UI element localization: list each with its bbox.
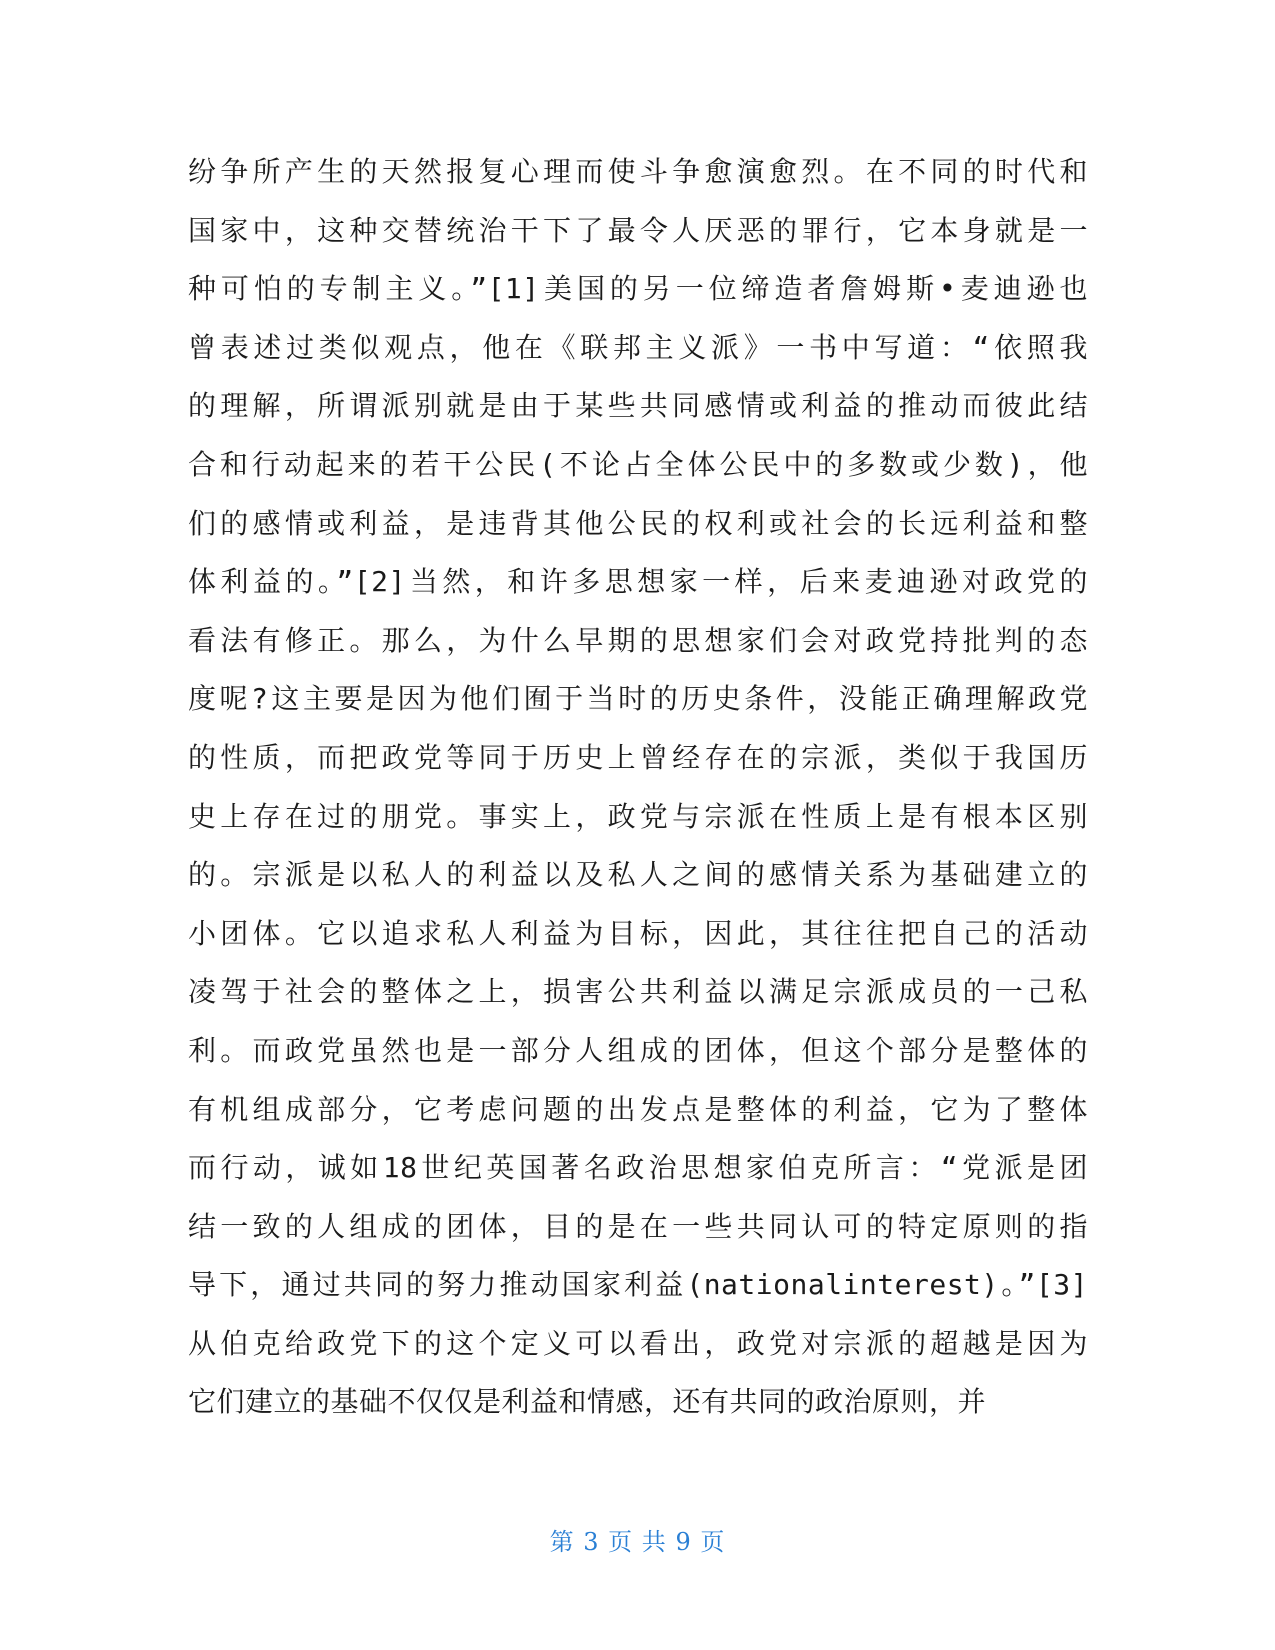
text-line: 曾表述过类似观点，他在《联邦主义派》一书中写道：“依照我	[188, 330, 1088, 364]
text-line: 它们建立的基础不仅仅是利益和情感，还有共同的政治原则，并	[188, 1385, 987, 1419]
text-line: 度呢?这主要是因为他们囿于当时的历史条件，没能正确理解政党	[188, 682, 1088, 716]
text-line: 的理解，所谓派别就是由于某些共同感情或利益的推动而彼此结	[188, 389, 1088, 423]
text-line: 看法有修正。那么，为什么早期的思想家们会对政党持批判的态	[188, 623, 1088, 657]
text-line: 利。而政党虽然也是一部分人组成的团体，但这个部分是整体的	[188, 1033, 1088, 1067]
text-line: 合和行动起来的若干公民(不论占全体公民中的多数或少数)，他	[188, 447, 1088, 481]
text-line: 小团体。它以追求私人利益为目标，因此，其往往把自己的活动	[188, 916, 1088, 950]
text-line: 凌驾于社会的整体之上，损害公共利益以满足宗派成员的一己私	[188, 975, 1088, 1009]
text-line: 导下，通过共同的努力推动国家利益(nationalinterest)。”[3]	[188, 1268, 1088, 1302]
text-line: 种可怕的专制主义。”[1]美国的另一位缔造者詹姆斯•麦迪逊也	[188, 272, 1088, 306]
text-line: 纷争所产生的天然报复心理而使斗争愈演愈烈。在不同的时代和	[188, 155, 1088, 188]
text-line: 从伯克给政党下的这个定义可以看出，政党对宗派的超越是因为	[188, 1326, 1088, 1360]
text-line: 有机组成部分，它考虑问题的出发点是整体的利益，它为了整体	[188, 1092, 1088, 1126]
text-line: 们的感情或利益，是违背其他公民的权利或社会的长远利益和整	[188, 506, 1088, 540]
text-line: 国家中，这种交替统治干下了最令人厌恶的罪行，它本身就是一	[188, 213, 1088, 247]
text-line: 史上存在过的朋党。事实上，政党与宗派在性质上是有根本区别	[188, 799, 1088, 833]
text-line: 体利益的。”[2]当然，和许多思想家一样，后来麦迪逊对政党的	[188, 565, 1088, 599]
text-line: 的。宗派是以私人的利益以及私人之间的感情关系为基础建立的	[188, 858, 1088, 892]
text-line: 的性质，而把政党等同于历史上曾经存在的宗派，类似于我国历	[188, 740, 1088, 774]
body-paragraph	[188, 143, 1088, 1432]
page-number-footer: 第 3 页 共 9 页	[549, 1528, 726, 1556]
text-line: 而行动，诚如18世纪英国著名政治思想家伯克所言：“党派是团	[188, 1151, 1088, 1185]
text-line: 结一致的人组成的团体，目的是在一些共同认可的特定原则的指	[188, 1209, 1088, 1243]
